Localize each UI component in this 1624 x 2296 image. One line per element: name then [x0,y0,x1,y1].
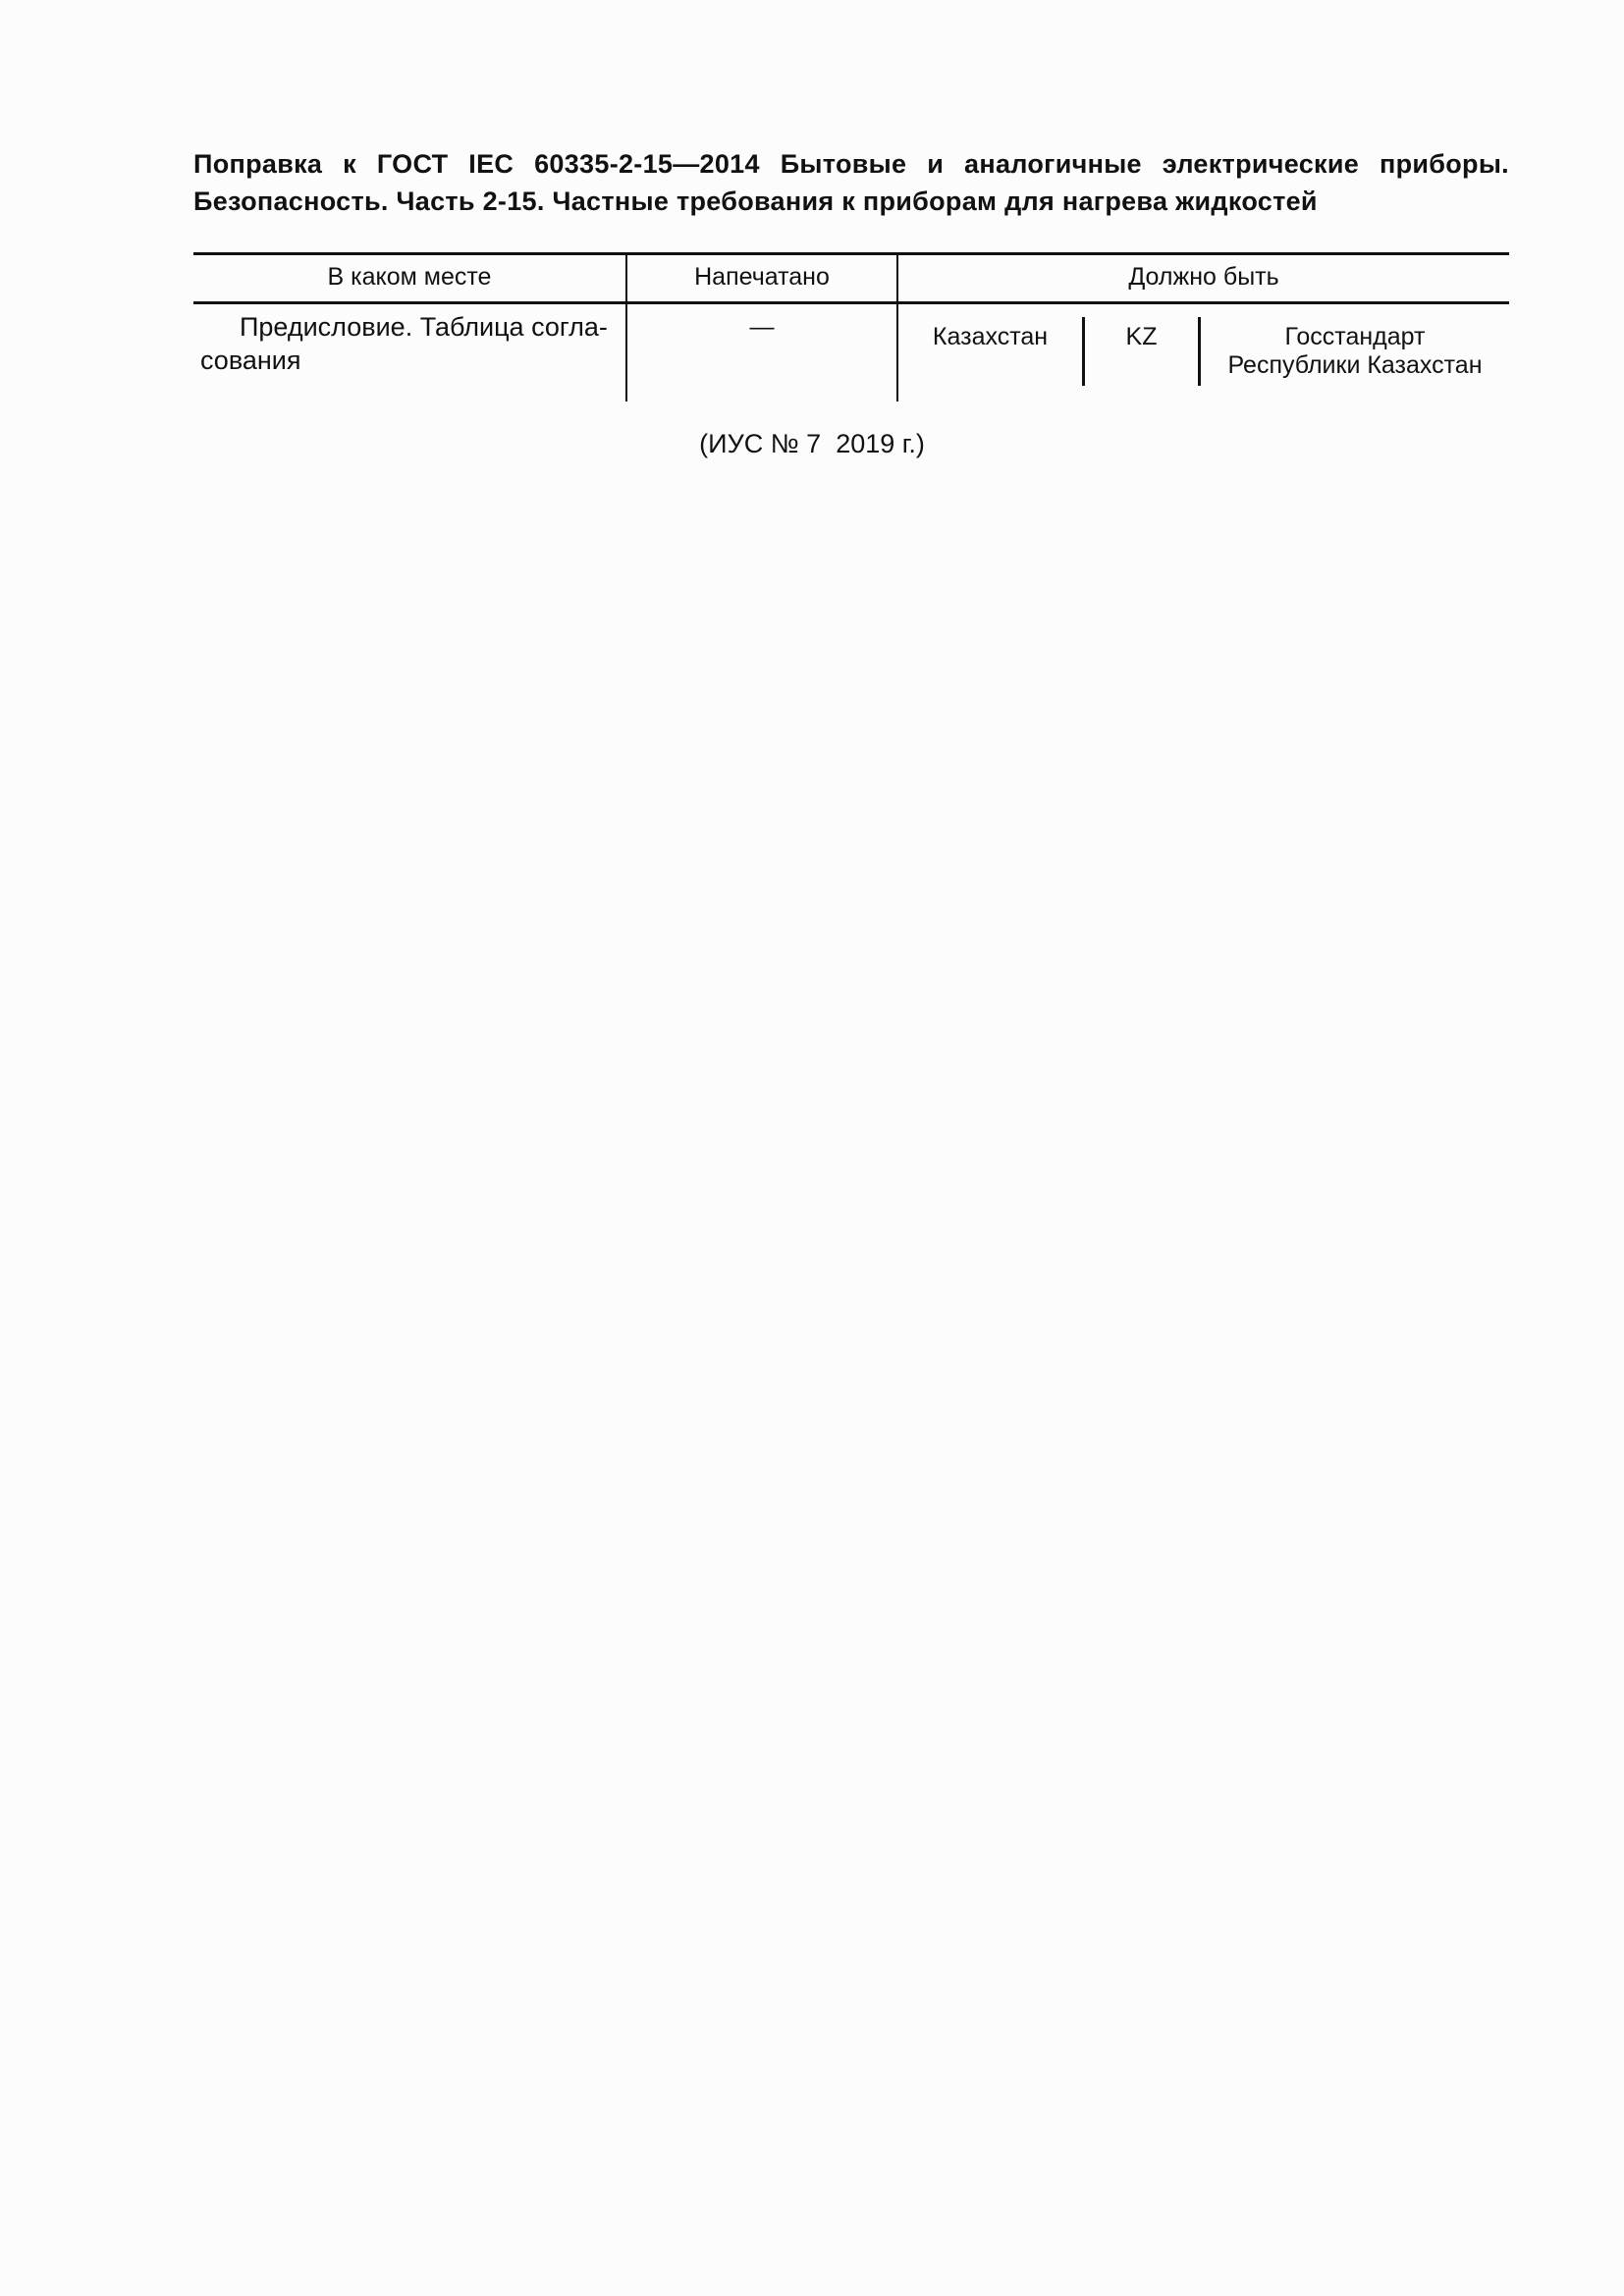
header-should-be: Должно быть [1128,263,1279,291]
should-be-code: KZ [1125,323,1158,350]
header-where: В каком месте [327,263,492,291]
title-line-2: Безопасность. Часть 2-15. Частные требования к приборам для нагрева жидкостей [193,187,1318,216]
where-text-line-1: Предисловие. Таблица согла- [240,312,608,342]
printed-value: — [749,313,775,341]
document-title [193,145,1509,220]
table-top-rule [193,252,1509,255]
should-be-country: Казахстан [932,323,1049,350]
title-line-1: Поправка к ГОСТ IEC 60335-2-15—2014 Бытовые и аналогичные электрические приборы. [193,149,1509,179]
where-text-line-2: сования [200,346,301,375]
header-printed: Напечатано [694,263,830,291]
should-be-agency-line-1: Госстандарт [1284,323,1426,350]
table-header-bottom-rule [193,301,1509,304]
should-be-agency-line-2: Республики Казахстан [1227,351,1483,379]
ius-reference: (ИУС № 7 2019 г.) [699,429,925,458]
